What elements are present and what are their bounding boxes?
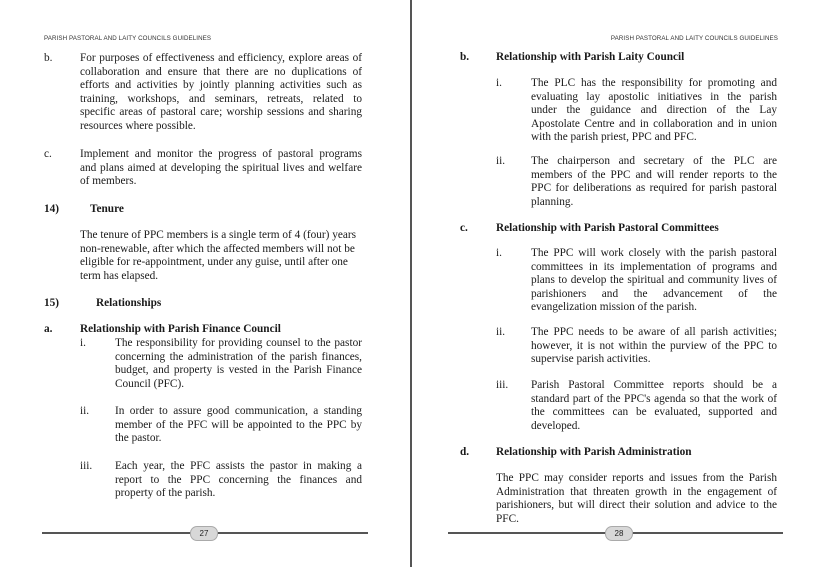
sub-marker: i. xyxy=(496,247,502,259)
text-line: Council (PFC). xyxy=(115,377,185,390)
subsection-title: Relationship with Parish Pastoral Committees xyxy=(496,222,719,234)
page-number: 27 xyxy=(190,526,218,541)
section-number: 15) xyxy=(44,297,60,309)
section-number: 14) xyxy=(44,203,60,215)
running-head: PARISH PASTORAL AND LAITY COUNCILS GUIDELINES xyxy=(610,35,778,42)
sub-marker: ii. xyxy=(496,155,506,167)
text-line: the pastor. xyxy=(115,432,162,445)
text-line: evangelization mission of the parish. xyxy=(531,301,697,314)
text-line: with the parish priest, PPC and PFC. xyxy=(531,131,697,144)
sub-text xyxy=(531,155,777,209)
text-line: The PLC has the responsibility for promoting and xyxy=(531,77,777,89)
text-line: Administration that threaten growth in the engagement of xyxy=(496,485,777,498)
subsection-title: Relationship with Parish Laity Council xyxy=(496,51,685,63)
section-title: Relationships xyxy=(96,297,162,309)
text-line: of members. xyxy=(80,175,137,188)
text-line: eligible for re-appointment, under any guise, until after one xyxy=(80,256,348,269)
text-line: however, it is not within the purview of the PPC to xyxy=(531,339,777,352)
footer-rule xyxy=(448,532,606,534)
administration-text xyxy=(496,472,777,526)
text-line: budget, and property is vested in the Parish Finance xyxy=(115,364,362,377)
item-marker: b. xyxy=(460,51,470,63)
sub-marker: ii. xyxy=(496,326,506,338)
item-marker: b. xyxy=(44,52,53,64)
text-line: parishioners and the advancement of the xyxy=(531,287,777,300)
sub-marker: i. xyxy=(496,77,502,89)
text-line: The chairperson and secretary of the PLC are xyxy=(531,155,777,167)
text-line: non-renewable, after which the affected members will not be xyxy=(80,242,355,255)
text-line: Each year, the PFC assists the pastor in making a xyxy=(115,460,362,472)
sub-text xyxy=(115,337,362,391)
text-line: parishioners, but will direct their solution and advice to the xyxy=(496,499,777,512)
sub-text xyxy=(531,247,777,315)
item-marker: d. xyxy=(460,446,470,458)
text-line: concerning the administration of the parish finances, xyxy=(115,350,362,363)
item-c-text xyxy=(80,148,362,189)
sub-text xyxy=(531,326,777,367)
running-head: PARISH PASTORAL AND LAITY COUNCILS GUIDELINES xyxy=(44,35,212,42)
text-line: Apostolate Centre and in collaboration and in union xyxy=(531,117,777,130)
text-line: In order to assure good communication, a standing xyxy=(115,405,362,417)
tenure-text xyxy=(80,229,362,283)
item-marker: a. xyxy=(44,323,53,335)
text-line: member of the PFC will be appointed to the PPC by xyxy=(115,418,362,431)
text-line: term has elapsed. xyxy=(80,269,159,282)
text-line: efforts and activities by jointly planning activities such as xyxy=(80,79,362,92)
text-line: report to the PPC concerning the finances and xyxy=(115,473,362,486)
sub-text xyxy=(531,77,777,145)
text-line: Implement and monitor the progress of pastoral programs xyxy=(80,148,362,160)
text-line: evaluating lay apostolic initiatives in the parish xyxy=(531,90,777,103)
text-line: the committees can be evaluated, supported and xyxy=(531,406,777,419)
item-b-text xyxy=(80,52,362,134)
sub-marker: i. xyxy=(80,337,86,349)
text-line: property of the parish. xyxy=(115,487,216,500)
subsection-title: Relationship with Parish Finance Council xyxy=(80,323,281,335)
text-line: The responsibility for providing counsel to the pastor xyxy=(115,337,362,349)
text-line: PFC. xyxy=(496,512,519,525)
page-number: 28 xyxy=(605,526,633,541)
subsection-title: Relationship with Parish Administration xyxy=(496,446,692,458)
text-line: members of the PPC and will render reports to the xyxy=(531,168,777,181)
text-line: supervise parish activities. xyxy=(531,353,651,366)
footer-rule xyxy=(42,532,192,534)
item-marker: c. xyxy=(44,148,52,160)
text-line: For purposes of effectiveness and efficiency, explore areas of xyxy=(80,52,362,64)
item-marker: c. xyxy=(460,222,468,234)
section-title: Tenure xyxy=(90,203,124,215)
text-line: The PPC may consider reports and issues from the Parish xyxy=(496,472,777,484)
text-line: The tenure of PPC members is a single term of 4 (four) years xyxy=(80,229,357,241)
text-line: standard part of the PPC's agenda so that the work of xyxy=(531,392,777,405)
text-line: resources where possible. xyxy=(80,119,196,132)
right-page xyxy=(412,0,820,567)
sub-text xyxy=(115,460,362,501)
text-line: committees in its implementation of programs and xyxy=(531,260,777,273)
text-line: Parish Pastoral Committee reports should be a xyxy=(531,379,777,391)
sub-marker: iii. xyxy=(496,379,509,391)
text-line: developed. xyxy=(531,419,581,432)
text-line: plans to develop the spiritual and community lives of xyxy=(531,274,777,287)
text-line: PPC for deliberations as required for parish pastoral xyxy=(531,182,777,195)
footer-rule xyxy=(633,532,783,534)
text-line: collaboration and ensure that there are no duplications of xyxy=(80,65,362,78)
text-line: The PPC needs to be aware of all parish activities; xyxy=(531,326,777,338)
footer-rule xyxy=(218,532,368,534)
sub-marker: ii. xyxy=(80,405,90,417)
sub-text xyxy=(531,379,777,433)
text-line: The PPC will work closely with the parish pastoral xyxy=(531,247,777,259)
text-line: training, workshops, and seminars, retreats, related to xyxy=(80,92,362,105)
text-line: specific areas of pastoral care; worship sessions and sharing xyxy=(80,106,362,119)
sub-text xyxy=(115,405,362,446)
text-line: and plans aimed at developing the spiritual lives and welfare xyxy=(80,161,362,174)
text-line: under the guidance and direction of the Lay xyxy=(531,104,777,117)
sub-marker: iii. xyxy=(80,460,93,472)
text-line: planning. xyxy=(531,195,574,208)
